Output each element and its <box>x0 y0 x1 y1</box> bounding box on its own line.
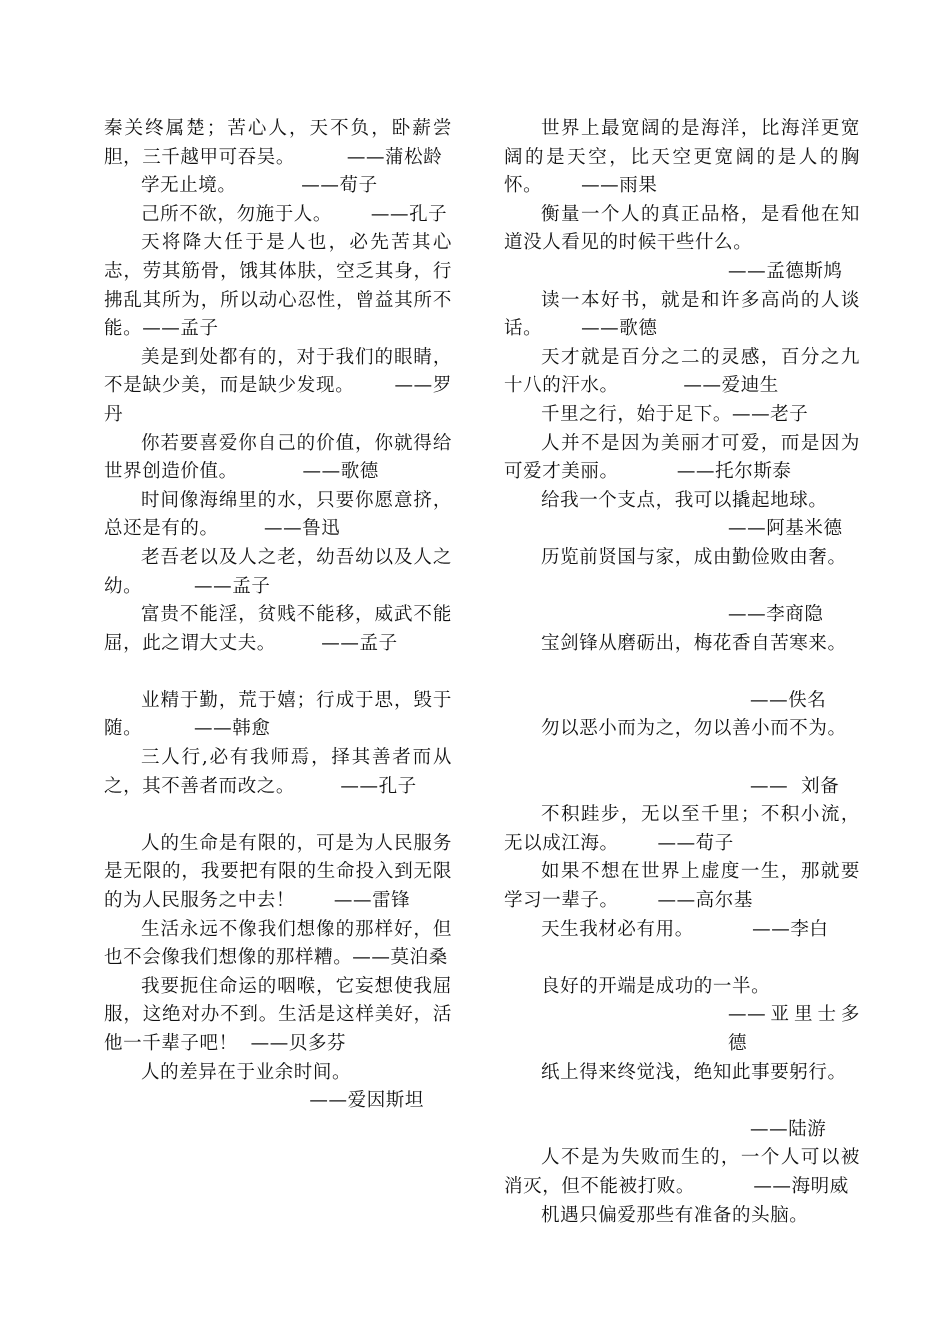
quote-paragraph: 天才就是百分之二的灵感，百分之九十八的汗水。 ——爱迪生 <box>504 346 860 397</box>
quote-paragraph: 人的生命是有限的，可是为人民服务是无限的，我要把有限的生命投入到无限的为人民服务之中去！ ——雷锋 <box>104 832 452 912</box>
quote-paragraph: 不积跬步，无以至千里；不积小流，无以成江海。 ——荀子 <box>504 804 860 854</box>
left-column <box>104 115 452 1116</box>
quote-paragraph: ——陆游 <box>750 1118 827 1140</box>
quote-paragraph: 人的差异在于业余时间。 <box>141 1061 352 1083</box>
quote-paragraph: 历览前贤国与家，成由勤俭败由奢。 <box>541 546 847 568</box>
quote-paragraph: 学无止境。 ——荀子 <box>141 175 378 197</box>
quote-paragraph: 业精于勤，荒于嬉；行成于思，毁于随。 ——韩愈 <box>104 689 452 740</box>
blank-line <box>504 658 860 687</box>
right-column <box>504 115 860 1230</box>
quote-paragraph: ——佚名 <box>750 689 827 711</box>
quote-paragraph: 天将降大任于是人也，必先苦其心志，劳其筋骨，饿其体肤，空乏其身，行拂乱其所为，所以动心忍性，曾益其所不能。——孟子 <box>104 232 452 340</box>
quote-paragraph: ——爱因斯坦 <box>309 1090 424 1112</box>
quote-paragraph: 勿以恶小而为之，勿以善小而不为。 <box>541 718 847 740</box>
quote-paragraph: 给我一个支点，我可以撬起地球。 <box>541 489 828 511</box>
blank-line <box>504 744 860 773</box>
quote-paragraph: 世界上最宽阔的是海洋，比海洋更宽阔的是天空，比天空更宽阔的是人的胸怀。 ——雨果 <box>504 118 860 197</box>
quote-paragraph: 良好的开端是成功的一半。 <box>541 975 771 997</box>
quote-paragraph: 纸上得来终觉浅，绝知此事要躬行。 <box>541 1061 847 1083</box>
blank-line <box>504 573 860 602</box>
blank-line <box>504 944 860 973</box>
quote-paragraph: —— 刘备 <box>750 775 840 797</box>
quote-paragraph: 时间像海绵里的水，只要你愿意挤，总还是有的。 ——鲁迅 <box>104 489 452 540</box>
quote-paragraph: 天生我材必有用。 ——李白 <box>541 918 829 940</box>
quote-paragraph: ——阿基米德 <box>728 518 843 540</box>
quote-paragraph: 秦关终属楚；苦心人，天不负，卧薪尝胆，三千越甲可吞吴。 ——蒲松龄 <box>104 118 452 168</box>
quote-paragraph: 生活永远不像我们想像的那样好，但也不会像我们想像的那样糟。——莫泊桑 <box>104 918 452 969</box>
quote-paragraph: 衡量一个人的真正品格，是看他在知道没人看见的时候干些什么。 <box>504 203 860 254</box>
quote-paragraph: ——亚里士多德 <box>728 1004 860 1054</box>
blank-line <box>104 658 452 687</box>
quote-paragraph: 己所不欲，勿施于人。 ——孔子 <box>141 203 448 225</box>
quote-paragraph: 富贵不能淫，贫贱不能移，威武不能屈，此之谓大丈夫。 ——孟子 <box>104 604 452 654</box>
blank-line <box>504 1087 860 1116</box>
quote-paragraph: ——李商隐 <box>728 604 824 626</box>
quote-paragraph: 宝剑锋从磨砺出，梅花香自苦寒来。 <box>541 632 847 654</box>
quote-paragraph: 三人行,必有我师焉，择其善者而从之，其不善者而改之。 ——孔子 <box>104 747 452 797</box>
quote-paragraph: 老吾老以及人之老，幼吾幼以及人之幼。 ——孟子 <box>104 546 452 597</box>
quote-paragraph: 读一本好书，就是和许多高尚的人谈话。 ——歌德 <box>504 289 860 340</box>
quote-paragraph: ——孟德斯鸠 <box>728 260 843 282</box>
quote-paragraph: 如果不想在世界上虚度一生，那就要学习一辈子。 ——高尔基 <box>504 861 860 912</box>
quote-paragraph: 千里之行，始于足下。——老子 <box>541 403 809 425</box>
blank-line <box>104 801 452 830</box>
quote-paragraph: 人不是为失败而生的，一个人可以被消灭，但不能被打败。 ——海明威 <box>504 1147 860 1197</box>
quote-paragraph: 机遇只偏爱那些有准备的头脑。 <box>541 1204 809 1226</box>
quote-paragraph: 美是到处都有的，对于我们的眼睛，不是缺少美，而是缺少发现。 ——罗丹 <box>104 346 452 425</box>
quote-paragraph: 我要扼住命运的咽喉，它妄想使我屈服，这绝对办不到。生活是这样美好，活他一千辈子吧！ ——贝多芬 <box>104 975 452 1054</box>
quote-paragraph: 人并不是因为美丽才可爱，而是因为可爱才美丽。 ——托尔斯泰 <box>504 432 860 483</box>
quote-paragraph: 你若要喜爱你自己的价值，你就得给世界创造价值。 ——歌德 <box>104 432 452 483</box>
